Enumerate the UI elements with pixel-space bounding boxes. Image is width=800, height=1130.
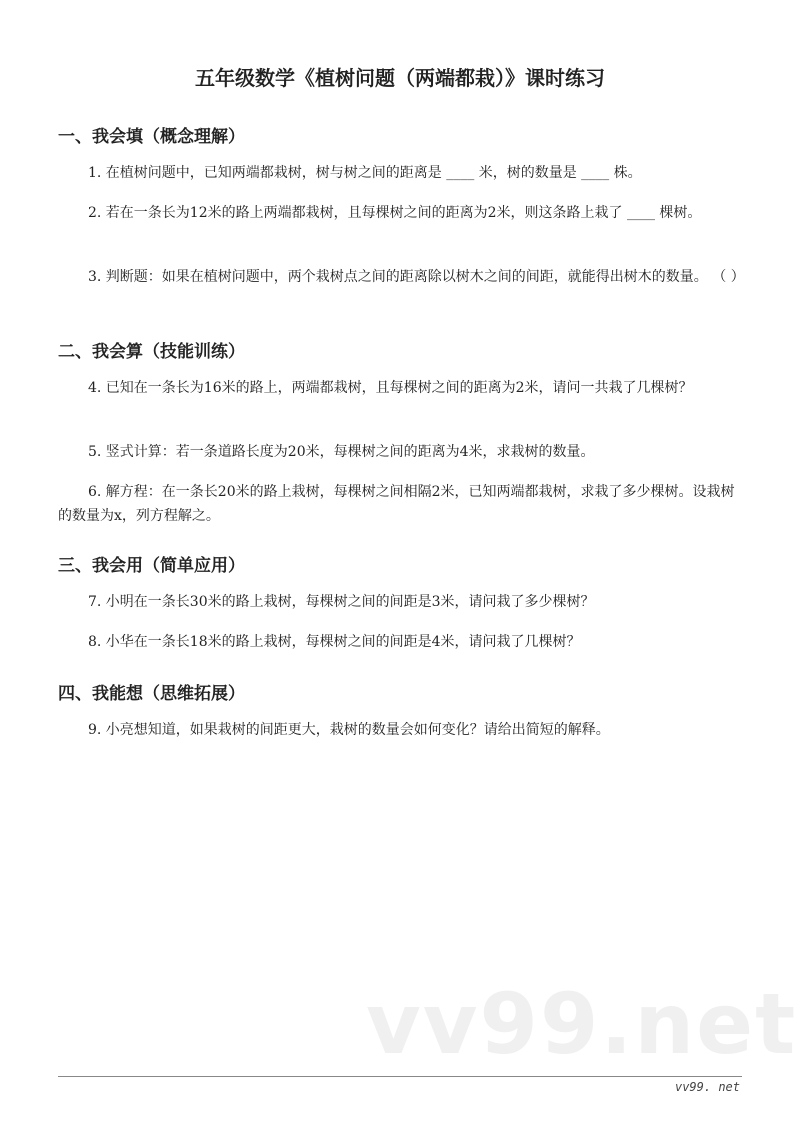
section-heading-2: 二、我会算（技能训练）: [58, 342, 245, 362]
question-6: 6. 解方程：在一条长20米的路上栽树，每棵树之间相隔2米，已知两端都栽树，求栽了多少棵树。设栽树的数量为x，列方程解之。: [58, 484, 735, 524]
question-8: 8. 小华在一条长18米的路上栽树，每棵树之间的间距是4米，请问栽了几棵树？: [88, 634, 581, 650]
watermark: vv99.net: [366, 975, 798, 1073]
page-title: 五年级数学《植树问题（两端都栽）》课时练习: [195, 66, 605, 90]
question-4: 4. 已知在一条长为16米的路上，两端都栽树，且每棵树之间的距离为2米，请问一共栽了几棵树？: [88, 380, 693, 396]
footer-divider: [58, 1076, 742, 1077]
section-heading-3: 三、我会用（简单应用）: [58, 556, 245, 576]
question-1: 1. 在植树问题中，已知两端都栽树，树与树之间的距离是 ____ 米，树的数量是 ____ 株。: [88, 165, 642, 181]
question-9: 9. 小亮想知道，如果栽树的间距更大，栽树的数量会如何变化？请给出简短的解释。: [88, 722, 610, 738]
section-heading-1: 一、我会填（概念理解）: [58, 127, 245, 147]
section-heading-4: 四、我能想（思维拓展）: [58, 684, 245, 704]
question-3: 3. 判断题：如果在植树问题中，两个栽树点之间的距离除以树木之间的间距，就能得出树木的数量。 （ ）: [88, 269, 745, 285]
question-2: 2. 若在一条长为12米的路上两端都栽树，且每棵树之间的距离为2米，则这条路上栽了 ____ 棵树。: [88, 205, 702, 221]
question-5: 5. 竖式计算：若一条道路长度为20米，每棵树之间的距离为4米，求栽树的数量。: [88, 444, 595, 460]
footer-text: vv99. net: [674, 1080, 740, 1094]
question-7: 7. 小明在一条长30米的路上栽树，每棵树之间的间距是3米，请问栽了多少棵树？: [88, 594, 595, 610]
